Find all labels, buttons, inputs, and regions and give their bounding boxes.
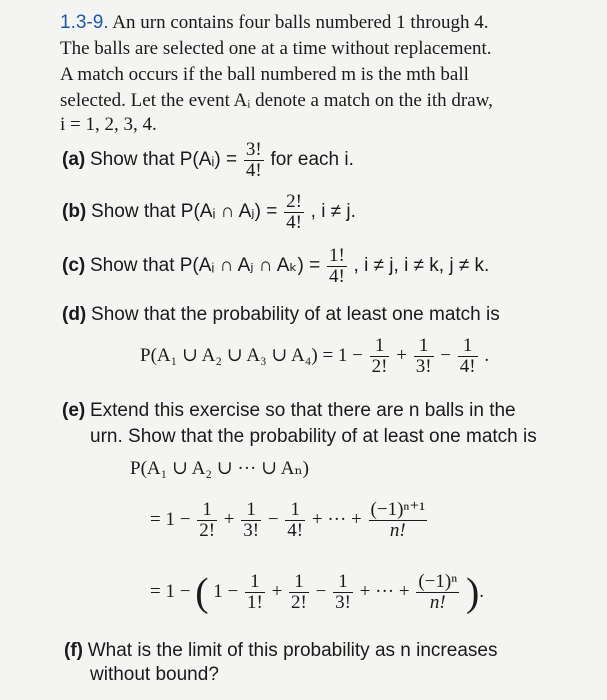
intro-line-3: A match occurs if the ball numbered m is the mth ball — [60, 64, 469, 85]
part-f-line-1 — [64, 640, 497, 662]
part-a-num: 3! — [245, 139, 262, 160]
e2-frac-3-den: 3! — [335, 592, 351, 613]
e2-frac-1 — [245, 572, 265, 613]
e2-frac-last-num: (−1)ⁿ — [418, 571, 458, 592]
part-b-num: 2! — [286, 191, 302, 212]
part-b-den: 4! — [286, 212, 302, 233]
e2-frac-last — [416, 572, 459, 613]
intro-line-5: i = 1, 2, 3, 4. — [60, 114, 157, 135]
part-e-formula-2 — [150, 569, 485, 615]
part-a-tail: for each i. — [270, 148, 354, 170]
part-c-tail: , i ≠ j, i ≠ k, j ≠ k. — [353, 254, 490, 276]
part-e-line-2: urn. Show that the probability of at least one match is — [90, 426, 537, 447]
part-e-formula-1 — [150, 500, 429, 541]
part-a-lead: Show that P(Aᵢ) = — [89, 148, 238, 170]
e2-op-2: − — [315, 580, 327, 602]
part-b-label: (b) — [62, 200, 87, 222]
e1-frac-last-den: n! — [389, 520, 406, 541]
e2-one: 1 − — [213, 580, 239, 602]
part-d-text: Show that the probability of at least one match is — [91, 304, 500, 325]
part-e-union: P(A₁ ∪ A₂ ∪ ··· ∪ Aₙ) — [130, 458, 309, 479]
part-d-frac-1-num: 1 — [370, 336, 390, 357]
part-d-formula — [140, 336, 489, 377]
e1-dots: + ··· + — [311, 508, 362, 530]
intro-text-1: An urn contains four balls numbered 1 through 4. — [112, 12, 489, 33]
e2-frac-2-den: 2! — [291, 592, 307, 613]
part-d-line — [62, 304, 500, 326]
e2-frac-1-num: 1 — [245, 572, 265, 593]
part-d-frac-1-den: 2! — [371, 356, 388, 377]
part-a-fraction — [244, 140, 264, 181]
part-d-frac-2-den: 3! — [415, 356, 432, 377]
e2-end: . — [479, 580, 485, 602]
e1-frac-1-num: 1 — [197, 500, 217, 521]
part-c-lead: Show that P(Aᵢ ∩ Aⱼ ∩ Aₖ) = — [89, 254, 321, 276]
part-d-end: . — [484, 344, 490, 366]
part-d-frac-2 — [414, 336, 434, 377]
part-d-lhs: P(A₁ ∪ A₂ ∪ A₃ ∪ A₄) = 1 − — [140, 344, 363, 366]
part-a — [62, 140, 354, 181]
part-b-tail: , i ≠ j. — [310, 200, 356, 222]
e1-op-1: + — [223, 508, 235, 530]
e1-frac-2-num: 1 — [241, 500, 261, 521]
e2-frac-last-den: n! — [429, 592, 446, 613]
e2-frac-3 — [333, 572, 353, 613]
intro-line-1 — [60, 12, 489, 34]
e1-start: = 1 − — [150, 508, 191, 530]
e1-frac-last — [369, 500, 428, 541]
e1-frac-3-num: 1 — [285, 500, 305, 521]
intro-line-2: The balls are selected one at a time without replacement. — [60, 38, 492, 59]
part-d-frac-2-num: 1 — [414, 336, 434, 357]
part-c-label: (c) — [62, 254, 86, 276]
part-e-line-1 — [62, 400, 516, 422]
part-e-text-1: Extend this exercise so that there are n balls in the — [89, 400, 516, 421]
part-e-label: (e) — [62, 400, 86, 421]
e2-frac-2 — [289, 572, 309, 613]
e2-frac-2-num: 1 — [289, 572, 309, 593]
part-d-frac-3-den: 4! — [459, 356, 476, 377]
part-c-num: 1! — [328, 245, 345, 266]
part-b — [62, 192, 356, 233]
part-c — [62, 246, 489, 287]
e1-frac-3-den: 4! — [287, 520, 304, 541]
e1-op-2: − — [267, 508, 279, 530]
part-f-line-2: without bound? — [90, 664, 219, 685]
part-c-fraction — [327, 246, 347, 287]
e2-close-paren: ) — [465, 569, 480, 615]
part-b-lead: Show that P(Aᵢ ∩ Aⱼ) = — [91, 200, 278, 222]
part-b-fraction — [284, 192, 304, 233]
e1-frac-3 — [285, 500, 305, 541]
intro-line-4: selected. Let the event Aᵢ denote a match on the ith draw, — [60, 90, 493, 111]
part-f-text-1: What is the limit of this probability as n increases — [87, 640, 498, 661]
e1-frac-1-den: 2! — [199, 520, 216, 541]
part-d-frac-3 — [458, 336, 478, 377]
e2-op-1: + — [271, 580, 283, 602]
e2-dots: + ··· + — [359, 580, 410, 602]
part-d-label: (d) — [62, 304, 87, 325]
part-f-label: (f) — [64, 640, 83, 661]
part-d-op-1: + — [396, 344, 407, 366]
part-d-op-2: − — [440, 344, 451, 366]
e1-frac-2-den: 3! — [243, 520, 260, 541]
problem-number: 1.3-9. — [60, 12, 109, 33]
e1-frac-2 — [241, 500, 261, 541]
e1-frac-1 — [197, 500, 217, 541]
e2-start: = 1 − — [150, 580, 191, 602]
part-d-frac-1 — [370, 336, 390, 377]
e1-frac-last-num: (−1)ⁿ⁺¹ — [370, 499, 426, 520]
part-a-label: (a) — [62, 148, 86, 170]
e2-frac-3-num: 1 — [333, 572, 353, 593]
e2-frac-1-den: 1! — [246, 592, 263, 613]
part-c-den: 4! — [328, 266, 345, 287]
e2-open-paren: ( — [195, 569, 209, 615]
part-a-den: 4! — [245, 160, 262, 181]
part-d-frac-3-num: 1 — [458, 336, 478, 357]
